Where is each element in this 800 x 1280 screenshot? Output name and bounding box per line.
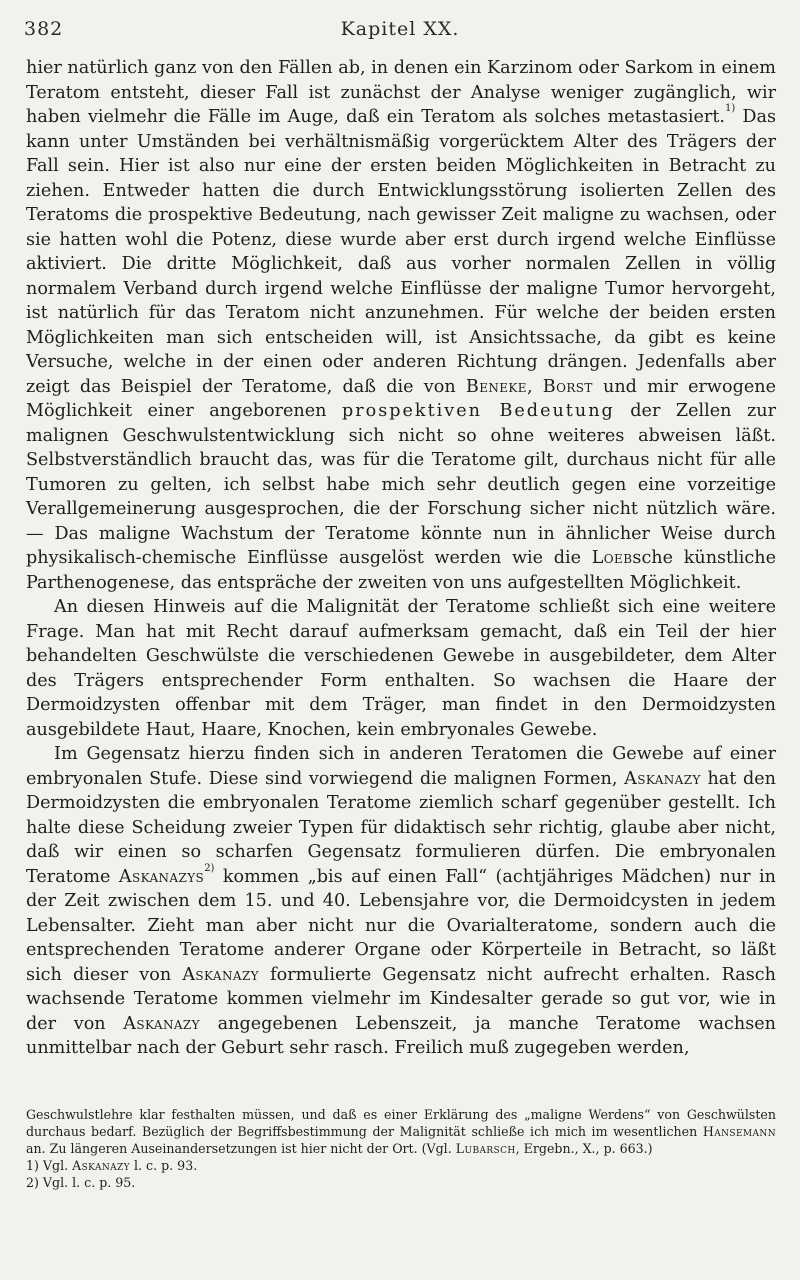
author-name-beneke: Beneke — [465, 376, 527, 397]
footnote-2: 2) Vgl. l. c. p. 95. — [26, 1175, 136, 1190]
page-number: 382 — [24, 18, 64, 40]
text-run: an. Zu längeren Auseinandersetzungen ist hier nicht der Ort. (Vgl. — [26, 1141, 456, 1156]
body-text — [26, 56, 776, 1061]
author-name-lubarsch: Lubarsch — [455, 1141, 516, 1156]
author-name-askanazy: Askanazy — [123, 1013, 200, 1034]
text-run: Im Gegensatz hierzu finden sich in anderen Teratomen die Gewebe auf einer embryonalen Stufe. Diese sind vorwiegend die malignen Formen, — [26, 744, 776, 789]
text-run: Das kann unter Umständen bei verhältnismäßig vorgerücktem Alter des Trägers der Fall sein. Hier ist also nur eine der ersten beiden Möglichkeiten in Betracht zu ziehen. Entweder hatten die durch Entwicklungsstörung isolierten Zellen des Teratoms die prospektive Bedeutung, nach gewisser Zeit maligne zu wachsen, oder sie hatten wohl die Potenz, diese wurde aber erst durch irgend welche Einflüsse aktiviert. Die dritte Möglichkeit, daß aus vorher normalen Zellen in völlig normalem Verband durch irgend welche Einflüsse der maligne Tumor hervorgeht, ist natürlich für das Teratom nicht anzunehmen. Für welche der beiden ersten Möglichkeiten man sich entscheiden will, ist Ansichtssache, da gibt es keine Versuche, welche in der einen oder anderen Richtung drängen. Jedenfalls aber zeigt das Beispiel der Teratome, daß die von — [26, 107, 776, 397]
text-run: der Zellen zur malignen Geschwulstentwicklung sich nicht so ohne weiteres abweisen läßt. Selbstverständlich braucht das, was für die Teratome gilt, durchaus nicht für alle Tumoren zu gelten, ich selbst habe mich sehr deutlich gegen eine vorzeitige Verallgemeinerung ausgesprochen, die der Forschung sicher nicht nützlich wäre. — Das maligne Wachstum der Teratome könnte nun in ähnlicher Weise durch physikalisch-chemische Einflüsse ausgelöst werden wie die — [26, 401, 776, 568]
page-header — [24, 10, 776, 46]
author-name-loeb: Loeb — [591, 548, 633, 568]
text-run: Geschwulstlehre klar festhalten müssen, und daß es einer Erklärung des „maligne Werdens“ von Geschwülsten durchaus bedarf. Bezüglich der Begriffsbestimmung der Malignität schließe ich mich im wesentlichen — [26, 1107, 776, 1139]
running-head: Kapitel XX. — [340, 18, 460, 40]
author-name-askanazys: Askanazys — [118, 866, 205, 887]
paragraph-3 — [26, 742, 776, 1061]
text-run: 1) Vgl. — [26, 1158, 73, 1173]
text-run: formulierte Gegensatz nicht aufrecht erhalten. Rasch wachsende Teratome kommen vielmehr im Kindesalter gerade so gut vor, wie in der von — [26, 964, 776, 1034]
text-run: l. c. p. 93. — [130, 1158, 198, 1173]
footnote-1 — [26, 1157, 776, 1174]
text-run: sche künstliche Parthenogenese, das entspräche der zweiten von uns aufgestellten Möglichkeit. — [26, 548, 776, 593]
text-run: hat den Dermoidzysten die embryonalen Teratome ziemlich scharf gegenüber gestellt. Ich halte diese Scheidung zweier Typen für didaktisch sehr richtig, glaube aber nicht, daß wir einen so scharfen Gegensatz formulieren dürfen. Die embryonalen Teratome — [26, 768, 776, 887]
footnote-ref-1[interactable]: 1) — [724, 103, 736, 114]
text-run: , — [526, 376, 543, 397]
text-run: hier natürlich ganz von den Fällen ab, in denen ein Karzinom oder Sarkom in einem Teratom entsteht, dieser Fall ist zunächst der Analyse weniger zugänglich, wir haben vielmehr die Fälle im Auge, daß ein Teratom als solches metastasiert. — [26, 58, 776, 127]
author-name-askanazy: Askanazy — [72, 1158, 131, 1173]
footnote-continuation — [26, 1106, 776, 1157]
author-name-borst: Borst — [542, 376, 593, 397]
text-run: angegebenen Lebenszeit, ja manche Teratome wachsen unmittelbar nach der Geburt sehr rasch. Freilich muß zugegeben werden, — [26, 1013, 776, 1058]
footnotes — [26, 1106, 776, 1191]
footnote-ref-2[interactable]: 2) — [204, 862, 215, 874]
paragraph-2: An diesen Hinweis auf die Malignität der Teratome schließt sich eine weitere Frage. Man hat mit Recht darauf aufmerksam gemacht, daß ein Teil der hier behandelten Geschwülste die verschiedenen Gewebe in ausgebildeter, dem Alter des Trägers entsprechender Form enthalten. So wachsen die Haare der Dermoidzysten offenbar mit dem Träger, man findet in den Dermoidzysten ausgebildete Haut, Haare, Knochen, kein embryonales Gewebe. — [26, 597, 776, 740]
text-run: und mir erwogene Möglichkeit einer angeborenen — [26, 376, 776, 421]
text-run: , Ergebn., X., p. 663.) — [515, 1141, 653, 1156]
emphasized-term: prospektiven Bedeutung — [341, 401, 615, 421]
paragraph-1 — [26, 56, 776, 595]
text-run: kommen „bis auf einen Fall“ (achtjähriges Mädchen) nur in der Zeit zwischen dem 15. und 40. Lebensjahre vor, die Dermoidcysten in jedem Lebensalter. Zieht man aber nicht nur die Ovarialteratome, sondern auch die entsprechenden Teratome anderer Organe oder Körperteile in Betracht, so läßt sich dieser von — [26, 866, 777, 985]
author-name-askanazy: Askanazy — [624, 768, 701, 789]
author-name-askanazy: Askanazy — [182, 964, 260, 985]
author-name-hansemann: Hansemann — [702, 1124, 776, 1139]
